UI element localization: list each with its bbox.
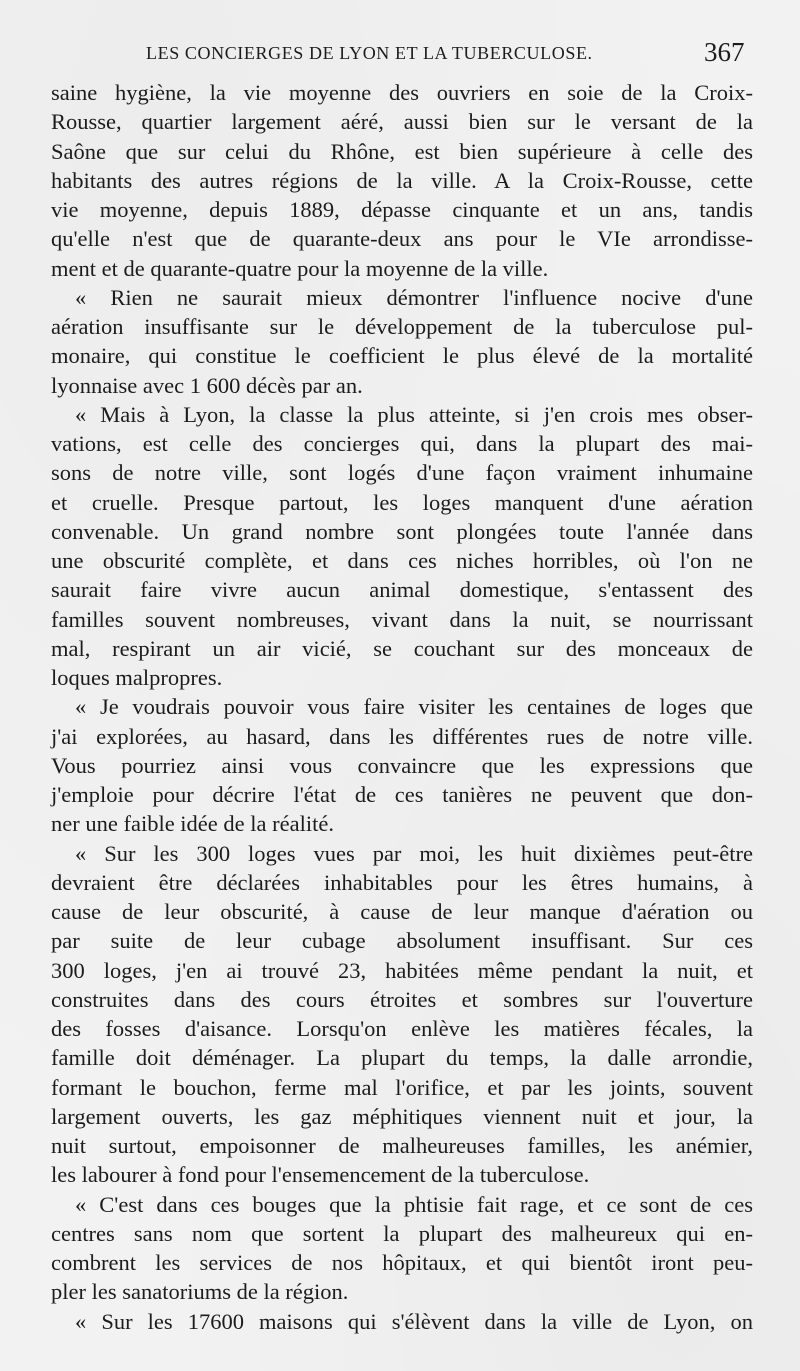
page-header xyxy=(0,37,800,71)
text-line: « Sur les 300 loges vues par moi, les huit dixièmes peut-être xyxy=(75,840,753,866)
body-text xyxy=(51,78,753,1336)
text-line: j'emploie pour décrire l'état de ces tanières ne peuvent que don- xyxy=(51,782,753,807)
text-line: saurait faire vivre aucun animal domestique, s'entassent des xyxy=(51,577,753,603)
text-line: « Sur les 17600 maisons qui s'élèvent dans la ville de Lyon, on xyxy=(75,1308,753,1334)
text-line: des fosses d'aisance. Lorsqu'on enlève les matières fécales, la xyxy=(51,1016,753,1041)
text-line: qu'elle n'est que de quarante-deux ans pour le VIe arrondisse- xyxy=(51,226,753,252)
text-line: pler les sanatoriums de la région. xyxy=(51,1279,349,1305)
text-line: loques malpropres. xyxy=(51,665,223,690)
text-line: Saône que sur celui du Rhône, est bien supérieure à celle des xyxy=(51,138,753,164)
text-line: ment et de quarante-quatre pour la moyenne de la ville. xyxy=(51,255,549,281)
text-line: mal, respirant un air vicié, se couchant sur des monceaux de xyxy=(51,635,753,661)
text-line: vie moyenne, depuis 1889, dépasse cinquante et un ans, tandis xyxy=(51,197,753,222)
text-line: saine hygiène, la vie moyenne des ouvriers en soie de la Croix- xyxy=(51,80,753,105)
text-line: Rousse, quartier largement aéré, aussi bien sur le versant de la xyxy=(51,109,753,135)
text-line: « Rien ne saurait mieux démontrer l'influence nocive d'une xyxy=(75,284,753,310)
text-line: aération insuffisante sur le développement de la tuberculose pul- xyxy=(51,314,753,339)
page-number: 367 xyxy=(704,37,745,67)
text-line: largement ouverts, les gaz méphitiques viennent nuit et jour, la xyxy=(51,1103,753,1129)
text-line: Vous pourriez ainsi vous convaincre que les expressions que xyxy=(51,752,753,778)
text-line: cause de leur obscurité, à cause de leur manque d'aération ou xyxy=(51,899,753,924)
text-line: nuit surtout, empoisonner de malheureuses familles, les anémier, xyxy=(51,1133,753,1158)
text-line: familles souvent nombreuses, vivant dans la nuit, se nourrissant xyxy=(51,606,753,632)
text-line: ner une faible idée de la réalité. xyxy=(51,811,334,837)
text-line: habitants des autres régions de la ville. A la Croix-Rousse, cette xyxy=(51,167,753,193)
text-line: sons de notre ville, sont logés d'une façon vraiment inhumaine xyxy=(51,460,753,486)
text-line: devraient être déclarées inhabitables pour les êtres humains, à xyxy=(51,869,753,895)
text-line: et cruelle. Presque partout, les loges manquent d'une aération xyxy=(51,489,753,515)
text-line: famille doit déménager. La plupart du temps, la dalle arrondie, xyxy=(51,1045,753,1071)
text-line: convenable. Un grand nombre sont plongées toute l'année dans xyxy=(51,518,753,544)
text-line: centres sans nom que sortent la plupart des malheureux qui en- xyxy=(51,1220,753,1246)
running-title: LES CONCIERGES DE LYON ET LA TUBERCULOSE. xyxy=(146,43,593,63)
text-line: les labourer à fond pour l'ensemencement de la tuberculose. xyxy=(51,1162,590,1188)
text-line: 300 loges, j'en ai trouvé 23, habitées même pendant la nuit, et xyxy=(51,957,753,983)
text-line: une obscurité complète, et dans ces niches horribles, où l'on ne xyxy=(51,548,753,573)
text-line: par suite de leur cubage absolument insuffisant. Sur ces xyxy=(51,928,753,954)
text-line: j'ai explorées, au hasard, dans les différentes rues de notre ville. xyxy=(51,723,753,749)
text-line: monaire, qui constitue le coefficient le plus élevé de la mortalité xyxy=(51,343,753,369)
text-line: construites dans des cours étroites et sombres sur l'ouverture xyxy=(51,986,753,1012)
text-line: « Mais à Lyon, la classe la plus atteinte, si j'en crois mes obser- xyxy=(75,401,753,427)
text-line: « Je voudrais pouvoir vous faire visiter les centaines de loges que xyxy=(75,694,753,720)
text-line: « C'est dans ces bouges que la phtisie fait rage, et ce sont de ces xyxy=(75,1191,753,1217)
text-line: formant le bouchon, ferme mal l'orifice, et par les joints, souvent xyxy=(51,1074,753,1100)
text-line: vations, est celle des concierges qui, dans la plupart des mai- xyxy=(51,431,753,456)
text-line: combrent les services de nos hôpitaux, et qui bientôt iront peu- xyxy=(51,1250,753,1275)
text-line: lyonnaise avec 1 600 décès par an. xyxy=(51,372,363,398)
